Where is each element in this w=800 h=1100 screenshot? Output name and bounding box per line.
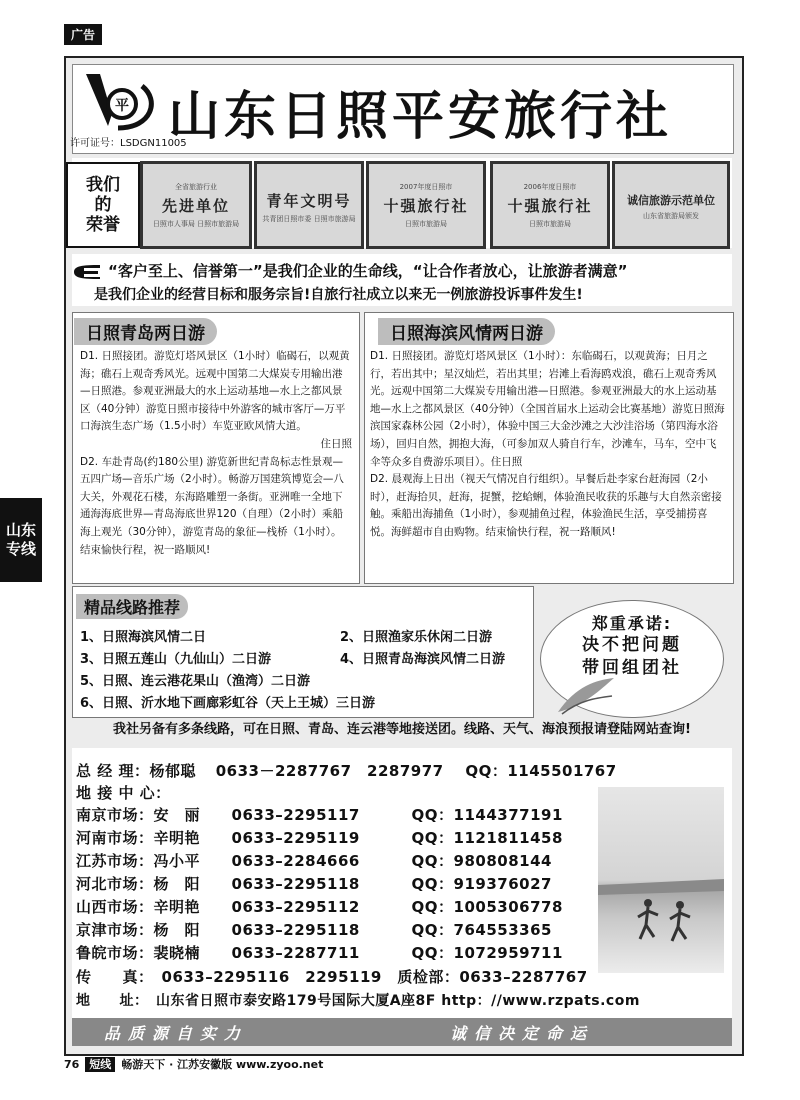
route-item: 1、日照海滨风情二日 [80,630,207,645]
agency-title: 山东日照平安旅行社 [168,86,673,147]
route-item: 6、日照、沂水地下画廊彩虹谷（天上王城）三日游 [80,696,376,711]
fax-row: 传 真： 0633–2295116 2295119 质检部：0633–2287767 [76,968,588,986]
market-qq: QQ：919376027 [411,875,552,893]
itinerary-day-1: D1. 日照接团。游览灯塔风景区（1小时）：东临碣石，以观黄海；日月之行，若出其中；星汉灿烂，若出其里；岩滩上看海鸥戏浪，礁石上观奇秀风光。远观中国第二大煤炭专用输出港—日照港。参观亚洲最大的水上运动基地—水上之都风景区（40分钟）（全国首届水上运动会比赛基地）游览日照海滨国家森林公园（2小时），体验中国三大金沙滩之大沙洼浴场（第四海水浴场），回归自然，拥抱大海，（可参加双人骑自行车，沙滩车，马车，空中飞伞等众多自费游乐项目）。住日照 [370,350,725,468]
plaque-top: 2006年度日照市 [523,182,577,191]
market-contact: 冯小平 [153,852,201,870]
itinerary-day-2: D2. 车赴青岛(约180公里) 游览新世纪青岛标志性景观—五四广场—音乐广场（2小时）。畅游万国建筑博览会—八大关，外观花石楼，东海路雕塑一条街。亚洲唯一全地下通海海底世界—青岛海底世界120（自理）（2小时）乘船海上观光（30分钟），游览青岛的象征—栈桥（1小时）。结束愉快行程，祝一路顺风! [80,455,344,556]
market-phone: 0633–2284666 [231,852,360,870]
page-number: 76 [64,1058,80,1071]
route-item: 2、日照渔家乐休闲二日游 [340,630,493,645]
market-phone: 0633–2295112 [231,898,360,916]
market-contact: 裴晓楠 [153,944,201,962]
beach-photo [598,787,724,973]
market-name: 鲁皖市场： [76,944,154,962]
more-lines-notice: 我社另备有多条线路，可在日照、青岛、连云港等地接送团。线路、天气、海浪预报请登陆网站查询! [113,722,691,737]
market-qq: QQ：1121811458 [411,829,563,847]
route-item: 4、日照青岛海滨风情二日游 [340,652,506,667]
market-row [76,942,563,963]
slogan-line-1: “客户至上、信誉第一”是我们企业的生命线，“让合作者放心，让旅游者满意” [108,262,628,280]
side-tab-line-1: 山东 [5,521,36,539]
plaque-main: 十强旅行社 [507,196,593,215]
manager-phone: 0633－2287767 2287977 [215,762,444,780]
slogan-line-2: 是我们企业的经营目标和服务宗旨!自旅行社成立以来无一例旅游投诉事件发生! [94,287,583,303]
market-contact: 杨 阳 [153,921,201,939]
plaque-main: 诚信旅游示范单位 [627,194,715,207]
manager-row [76,760,617,781]
market-qq: QQ：764553365 [411,921,552,939]
market-phone: 0633–2295119 [231,829,360,847]
route-item: 3、日照五莲山（九仙山）二日游 [80,652,272,667]
plaque-top: 2007年度日照市 [399,182,453,191]
ad-label: 广告 [64,24,102,45]
market-contact: 安 丽 [153,806,201,824]
market-name: 河南市场： [76,829,154,847]
recommended-routes-title: 精品线路推荐 [76,594,188,619]
promise-line-1: 决不把问题 [582,635,682,655]
center-label: 地 接 中 心： [76,784,171,802]
route-item: 5、日照、连云港花果山（渔湾）二日游 [80,674,311,689]
manager-qq: QQ：1145501767 [465,762,617,780]
plaque-bottom: 日照市旅游局 [529,219,571,228]
market-row [76,873,552,894]
honor-plaque [140,161,252,249]
promise-line-2: 带回组团社 [582,658,682,678]
plaque-main: 十强旅行社 [383,196,469,215]
market-contact: 杨 阳 [153,875,201,893]
market-name: 河北市场： [76,875,154,893]
manager-label: 总 经 理： [76,762,150,780]
market-name: 江苏市场： [76,852,154,870]
side-tab-line-2: 专线 [5,540,36,558]
honors-label-line-2: 的 [94,195,112,215]
plaque-bottom: 共青团日照市委 日照市旅游局 [262,214,356,223]
footer-motto-band [72,1018,732,1046]
plaque-top: 全省旅游行业 [175,182,217,191]
market-row [76,919,552,940]
motto-left: 品质源自实力 [104,1024,249,1043]
address-row: 地 址： 山东省日照市泰安路179号国际大厦A座8F http：//www.rzpats.com [76,993,640,1009]
market-qq: QQ：1144377191 [411,806,563,824]
market-name: 京津市场： [76,921,154,939]
market-name: 山西市场： [76,898,154,916]
section-tag: 短线 [85,1057,115,1072]
market-phone: 0633–2295118 [231,875,360,893]
promise-title: 郑重承诺: [591,614,673,633]
motto-right: 诚信决定命运 [450,1024,595,1043]
publication-info: 畅游天下 · 江苏安徽版 www.zyoo.net [121,1058,324,1071]
manager-name: 杨郁聪 [149,762,196,780]
itinerary-day-1: D1. 日照接团。游览灯塔风景区（1小时）临碣石，以观黄海；礁石上观奇秀风光。远观中国第二大煤炭专用输出港—日照港。参观亚洲最大的水上运动基地—水上之都风景区（40分钟）游览日照市接待中外游客的城市客厅—万平口海滨生态广场（1.5小时）车览亚欧风情大道。 [80,350,350,433]
honors-label-line-3: 荣誉 [86,215,120,235]
tour-title-qingdao: 日照青岛两日游 [74,318,217,345]
market-contact: 辛明艳 [153,898,201,916]
tour-itinerary-qingdao [80,348,352,559]
market-qq: QQ：1072959711 [411,944,563,962]
license-number: 许可证号：LSDGN11005 [70,138,187,149]
market-contact: 辛明艳 [153,829,201,847]
side-section-tab [0,498,42,582]
plaque-bottom: 山东省旅游局颁发 [643,212,699,220]
honors-label-line-1: 我们 [86,175,120,195]
market-qq: QQ：1005306778 [411,898,563,916]
plaque-main: 青年文明号 [266,191,352,210]
leaf-decoration-icon [556,676,616,716]
tour-itinerary-seaside [370,348,726,542]
honor-plaque [612,161,730,249]
itinerary-day-1-stay: 住日照 [320,437,352,450]
market-phone: 0633–2295118 [231,921,360,939]
market-row [76,827,563,848]
itinerary-day-2: D2. 晨观海上日出（视天气情况自行组织）。早餐后赴李家台赶海园（2小时），赶海拾贝，赶海，捉蟹，挖蛤蜊，体验渔民收获的乐趣与大自然亲密接触。乘船出海捕鱼（1小时），参观捕鱼过程，体验渔民生活，享受捕捞喜悦。海鲜超市自由购物。结束愉快行程，祝一路顺风! [370,473,722,538]
honor-plaque [366,161,486,249]
svg-text:平: 平 [115,98,129,114]
plaque-main: 先进单位 [161,196,230,215]
honor-plaque [490,161,610,249]
market-phone: 0633–2287711 [231,944,360,962]
market-name: 南京市场： [76,806,154,824]
market-row [76,896,563,917]
market-row [76,850,552,871]
agency-logo-icon [82,70,160,132]
market-qq: QQ：980808144 [411,852,552,870]
tour-title-seaside: 日照海滨风情两日游 [378,318,555,345]
beach-couple-icon [598,787,724,973]
honors-label [66,162,140,248]
plaque-bottom: 日照市人事局 日照市旅游局 [152,219,240,228]
market-row [76,804,563,825]
page-footer [64,1056,323,1072]
market-phone: 0633–2295117 [231,806,360,824]
honor-plaque [254,161,364,249]
slogan-bullet-icon [72,264,102,280]
plaque-bottom: 日照市旅游局 [405,219,447,228]
